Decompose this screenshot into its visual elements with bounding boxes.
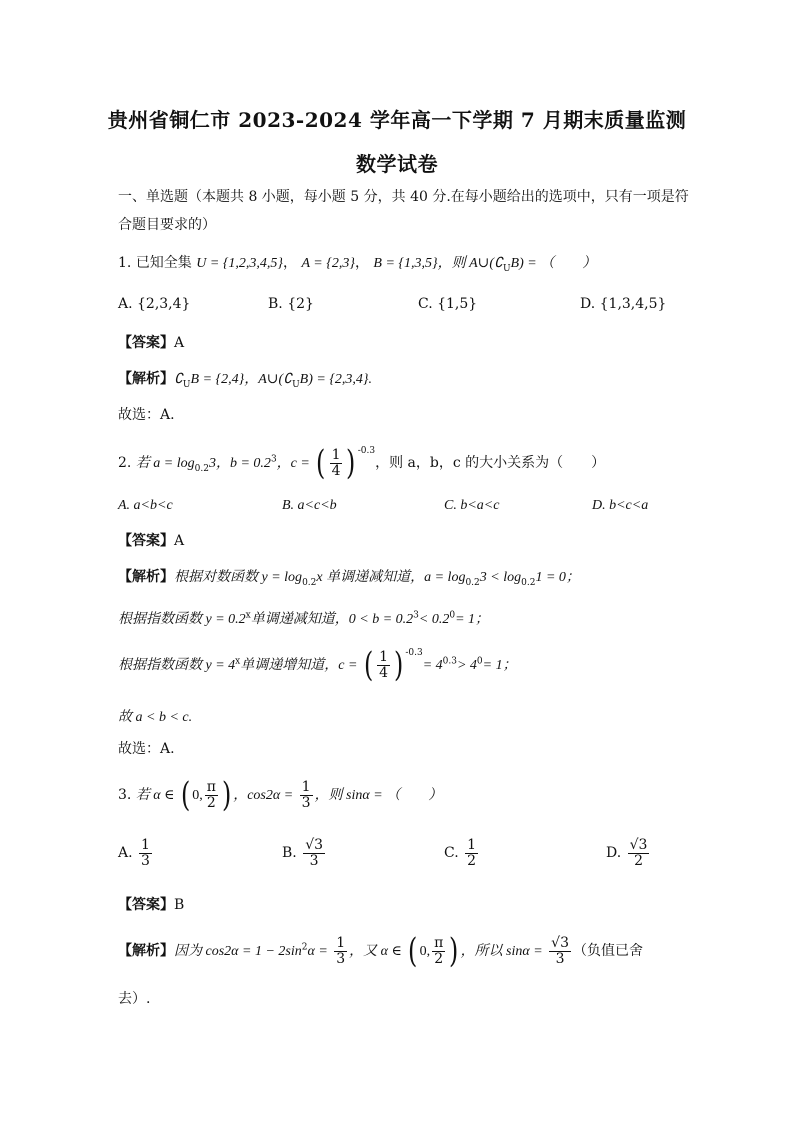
analysis-label: 【解析】 (118, 943, 174, 959)
q2-option-d: D. b<c<a (592, 498, 649, 513)
answer-value: B (174, 897, 185, 913)
q2-analysis-line2 (118, 608, 489, 628)
exponent: -0.3 (405, 648, 423, 658)
analysis-text: （负值已舍 (572, 943, 643, 959)
option-label: B. (282, 845, 297, 862)
analysis-text: 根据指数函数 y = 4 (118, 658, 236, 673)
analysis-expr: B = {2,4}，A∪(∁ (190, 372, 293, 387)
analysis-text: x 单调递减知道，a = log (316, 570, 466, 585)
analysis-text: 3 < log (479, 570, 522, 585)
q1-choose: 故选：A. (118, 407, 175, 423)
set-U: U = {1,2,3,4,5} (196, 256, 284, 271)
set-B: B = {1,3,5} (373, 256, 438, 271)
question-2-stem (118, 443, 606, 483)
denominator: 2 (434, 950, 444, 967)
stem-c: ，c = (276, 456, 310, 471)
analysis-text: ，又 α ∈ (349, 944, 402, 959)
section-heading: 一、单选题（本题共 8 小题，每小题 5 分，共 40 分.在每小题给出的选项中，只有一项是符 (118, 189, 689, 205)
q1-answer (118, 332, 184, 352)
q1-option-b: B. {2} (268, 296, 314, 312)
paren-left: ( (408, 931, 418, 971)
q3-option-c (444, 838, 480, 868)
stem-tail: B) = （ ） (510, 256, 597, 271)
answer-label: 【答案】 (118, 533, 174, 549)
q2-choose: 故选：A. (118, 741, 175, 757)
analysis-text: 因为 cos2α = 1 − 2sin (174, 944, 302, 959)
stem-text: ，则 sinα = （ ） (314, 788, 443, 803)
denominator: 4 (331, 462, 341, 479)
analysis-label: 【解析】 (118, 569, 174, 585)
subscript-U: U (502, 263, 511, 274)
set-A: A = {2,3} (301, 256, 355, 271)
denominator: 2 (206, 794, 216, 811)
section-heading-cont: 合题目要求的） (118, 217, 216, 233)
analysis-text: ，所以 sinα = (460, 944, 543, 959)
denominator: 2 (467, 852, 477, 869)
fraction (205, 780, 218, 810)
fraction (465, 838, 478, 868)
q2-option-c: C. b<a<c (444, 498, 500, 513)
denominator: 3 (555, 950, 565, 967)
analysis-result: B) = {2,3,4}. (299, 372, 373, 387)
question-number: 1. (118, 255, 132, 271)
fraction (300, 780, 313, 810)
stem-a2: 3，b = 0.2 (208, 456, 271, 471)
q2-analysis-line1 (118, 566, 580, 588)
numerator: 1 (331, 446, 341, 463)
log-base: 0.2 (302, 577, 317, 588)
paren-left: ( (316, 443, 326, 483)
fraction (377, 650, 390, 680)
denominator: 3 (309, 852, 319, 869)
analysis-text: 根据对数函数 y = log (174, 570, 303, 585)
question-1-stem: 1. 已知全集 U = {1,2,3,4,5}， A = {2,3}， B = {1,3,5}，则 $A\cup(∁_UB)$ = （ ） (118, 255, 597, 274)
subscript-U: U (292, 379, 300, 390)
numerator: 1 (141, 837, 150, 853)
fraction (330, 448, 343, 478)
exponent: -0.3 (357, 446, 376, 456)
q2-option-b: B. a<c<b (282, 498, 337, 513)
analysis-text: 单调递增知道，c = (240, 658, 358, 673)
answer-value: A (174, 533, 185, 549)
q2-analysis-line3 (118, 645, 517, 685)
q3-analysis-cont: 去）. (118, 991, 151, 1007)
answer-label: 【答案】 (118, 897, 174, 913)
answer-label: 【答案】 (118, 335, 174, 351)
paren-right: ) (449, 931, 459, 971)
option-label: D. (606, 845, 622, 862)
interval-start: 0, (419, 944, 431, 959)
exponent: 0 (449, 610, 456, 621)
paren-left: ( (180, 775, 191, 815)
q2-conclusion: 故 a < b < c. (118, 710, 193, 725)
q3-analysis (118, 931, 643, 971)
numerator: 1 (301, 778, 311, 795)
exponent: 3 (270, 454, 277, 465)
denominator: 2 (634, 852, 644, 869)
option-label: A. (118, 845, 133, 862)
fraction (303, 838, 325, 868)
analysis-label: 【解析】 (118, 371, 174, 387)
interval-start: 0, (192, 788, 203, 803)
q1-option-a: A. {2,3,4} (118, 296, 191, 312)
analysis-text: = 1； (455, 612, 490, 627)
q1-option-c: C. {1,5} (418, 296, 478, 312)
q3-option-d (606, 838, 651, 868)
numerator: π (206, 778, 216, 795)
page-title: 贵州省铜仁市 2023-2024 学年高一下学期 7 月期末质量监测 (107, 108, 687, 132)
exponent: x (245, 610, 251, 621)
numerator: 1 (379, 648, 389, 665)
question-3-stem (118, 775, 443, 815)
stem-text: 已知全集 (135, 255, 192, 271)
paren-right: ) (394, 645, 404, 685)
exponent: 0 (476, 656, 483, 667)
stem-a: 若 a = log (135, 456, 195, 471)
stem-expr: ，则 A∪(∁ (437, 256, 503, 271)
denominator: 4 (379, 664, 389, 681)
fraction (139, 838, 152, 868)
page-subtitle: 数学试卷 (356, 152, 438, 176)
fraction (334, 936, 347, 966)
stem-post: ，则 a，b，c 的大小关系为（ ） (375, 455, 606, 471)
stem-text: ，cos2α = (233, 788, 294, 803)
fraction (549, 936, 571, 966)
denominator: 3 (301, 794, 311, 811)
exponent: 0.3 (442, 656, 457, 667)
numerator: √3 (305, 837, 324, 853)
subscript-U: U (182, 379, 191, 390)
q3-option-a (118, 838, 154, 868)
exponent: x (235, 656, 241, 667)
analysis-text: = 4 (422, 658, 443, 673)
analysis-text: > 4 (456, 658, 477, 673)
denominator: 3 (141, 852, 150, 869)
q2-answer (118, 530, 184, 550)
log-base: 0.2 (521, 577, 536, 588)
analysis-text: 根据指数函数 y = 0.2 (118, 612, 246, 627)
paren-left: ( (363, 645, 374, 685)
q3-answer (118, 894, 184, 914)
question-number: 3. (118, 787, 132, 803)
log-base: 0.2 (465, 577, 480, 588)
q3-option-b (282, 838, 327, 868)
analysis-text: 1 = 0； (535, 570, 580, 585)
q2-option-a: A. a<b<c (118, 498, 173, 513)
fraction (432, 936, 445, 966)
q1-option-d: D. {1,3,4,5} (580, 296, 667, 312)
q1-analysis (118, 368, 372, 390)
exponent: 2 (301, 942, 308, 953)
question-number: 2. (118, 455, 132, 471)
paren-right: ) (221, 775, 232, 815)
numerator: √3 (629, 837, 648, 853)
fraction (628, 838, 650, 868)
denominator: 3 (336, 950, 346, 967)
analysis-comp: ∁ (174, 372, 183, 387)
numerator: 1 (336, 934, 346, 951)
option-label: C. (444, 845, 459, 862)
paren-right: ) (346, 443, 356, 483)
stem-text: 若 α ∈ (135, 788, 175, 803)
analysis-text: α = (307, 944, 328, 959)
numerator: 1 (467, 837, 477, 853)
analysis-text: = 1； (482, 658, 517, 673)
numerator: √3 (551, 934, 569, 951)
log-base: 0.2 (194, 463, 209, 474)
analysis-text: < 0.2 (418, 612, 450, 627)
answer-value: A (174, 335, 185, 351)
numerator: π (434, 934, 444, 951)
analysis-text: 单调递减知道，0 < b = 0.2 (250, 612, 414, 627)
exponent: 3 (413, 610, 419, 621)
